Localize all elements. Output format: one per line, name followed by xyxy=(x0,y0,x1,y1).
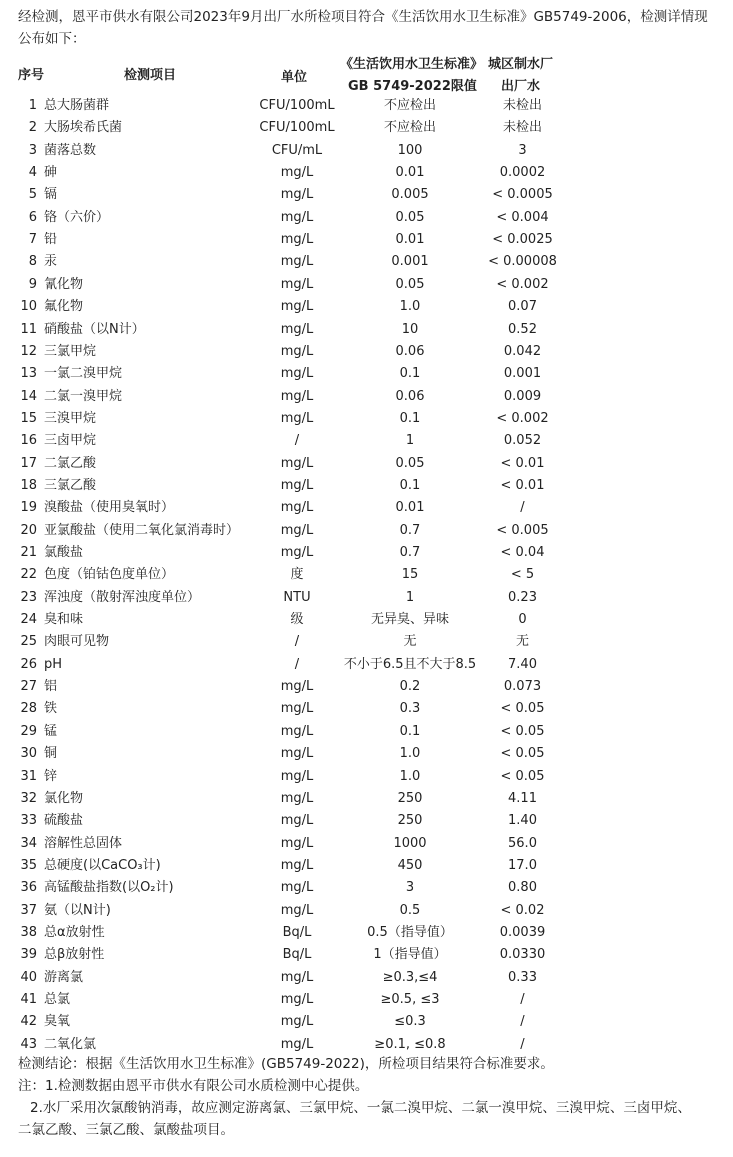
row-unit: mg/L xyxy=(280,366,314,382)
row-unit: / xyxy=(294,656,300,672)
row-result: 0.0039 xyxy=(499,924,546,940)
row-result: < 0.0025 xyxy=(492,232,553,248)
row-item-name: 菌落总数 xyxy=(44,142,97,158)
row-number: 28 xyxy=(20,701,37,717)
table-row xyxy=(0,453,733,475)
row-limit: 0.1 xyxy=(399,477,421,493)
row-number: 3 xyxy=(28,142,37,158)
row-number: 22 xyxy=(20,567,37,583)
row-item-name: 三卤甲烷 xyxy=(44,433,97,449)
row-unit: mg/L xyxy=(280,679,314,695)
table-row xyxy=(0,251,733,273)
row-item-name: 三溴甲烷 xyxy=(44,410,97,426)
table-row xyxy=(0,1011,733,1033)
row-number: 4 xyxy=(28,165,37,181)
row-unit: mg/L xyxy=(280,992,314,1007)
row-unit: mg/L xyxy=(280,299,314,315)
row-number: 13 xyxy=(20,366,37,382)
row-unit: mg/L xyxy=(280,835,314,851)
row-unit: mg/L xyxy=(280,880,314,896)
row-item-name: 总大肠菌群 xyxy=(44,98,110,113)
row-item-name: 二氧化氯 xyxy=(44,1036,97,1052)
row-result: 0.23 xyxy=(508,589,537,605)
row-result: < 0.002 xyxy=(496,276,549,292)
row-result: < 0.004 xyxy=(496,209,549,225)
row-item-name: 二氯乙酸 xyxy=(44,455,97,471)
row-number: 5 xyxy=(28,187,37,203)
row-number: 39 xyxy=(20,947,37,963)
row-number: 24 xyxy=(20,612,37,628)
row-result: < 5 xyxy=(510,567,535,583)
row-number: 6 xyxy=(28,209,37,225)
row-result: 0.07 xyxy=(508,299,537,315)
row-limit: ≥0.3,≤4 xyxy=(382,969,438,985)
row-limit: 3 xyxy=(405,880,415,896)
table-row xyxy=(0,944,733,966)
row-result: 0 xyxy=(518,612,527,628)
table-row xyxy=(0,520,733,542)
row-limit: 15 xyxy=(401,567,419,583)
row-item-name: 氯酸盐 xyxy=(44,545,84,560)
row-limit: ≥0.5, ≤3 xyxy=(380,992,440,1007)
row-limit: 无 xyxy=(403,634,417,650)
row-result: 0.33 xyxy=(508,969,537,985)
row-item-name: 亚氯酸盐（使用二氧化氯消毒时） xyxy=(44,522,240,538)
row-item-name: 锰 xyxy=(44,723,58,739)
row-item-name: 总硬度(以CaCO₃计) xyxy=(44,857,161,873)
row-item-name: 三氯乙酸 xyxy=(44,477,97,493)
table-row xyxy=(0,877,733,899)
row-number: 32 xyxy=(20,790,37,806)
table-row xyxy=(0,654,733,676)
row-number: 38 xyxy=(20,924,37,940)
row-unit: 级 xyxy=(290,612,304,628)
row-limit: 0.001 xyxy=(391,254,429,270)
row-limit: 0.005 xyxy=(391,187,429,203)
row-limit: 0.05 xyxy=(395,455,425,471)
row-number: 14 xyxy=(20,388,37,404)
row-item-name: 一氯二溴甲烷 xyxy=(44,366,123,382)
row-limit: 250 xyxy=(397,790,423,806)
row-number: 40 xyxy=(20,969,37,985)
table-row xyxy=(0,475,733,497)
row-result: 1.40 xyxy=(508,813,537,829)
row-item-name: 溶解性总固体 xyxy=(44,835,123,851)
row-number: 42 xyxy=(20,1014,37,1030)
row-unit: mg/L xyxy=(280,500,314,516)
row-item-name: 砷 xyxy=(44,165,58,181)
intro-paragraph: 经检测，恩平市供水有限公司2023年9月出厂水所检项目符合《生活饮用水卫生标准》GB5749-2006，检测详情现公布如下： xyxy=(18,9,708,47)
row-unit: mg/L xyxy=(280,321,314,337)
row-item-name: pH xyxy=(44,656,63,672)
row-result: 0.0330 xyxy=(499,947,546,963)
row-number: 7 xyxy=(28,232,37,248)
row-number: 23 xyxy=(20,589,37,605)
row-result: 未检出 xyxy=(502,120,542,136)
row-result: 0.073 xyxy=(503,679,542,695)
row-unit: mg/L xyxy=(280,701,314,717)
row-result: < 0.05 xyxy=(500,701,545,717)
row-result: < 0.05 xyxy=(500,768,545,784)
table-row xyxy=(0,587,733,609)
row-unit: 度 xyxy=(290,567,304,583)
row-number: 21 xyxy=(20,545,37,560)
row-number: 34 xyxy=(20,835,37,851)
table-row xyxy=(0,810,733,832)
row-number: 31 xyxy=(20,768,37,784)
table-row xyxy=(0,140,733,162)
row-unit: CFU/mL xyxy=(271,142,323,158)
row-limit: 0.3 xyxy=(399,701,421,717)
row-number: 10 xyxy=(20,299,37,315)
row-number: 27 xyxy=(20,679,37,695)
header-limit-line1: 《生活饮用水卫生标准》 xyxy=(340,57,484,72)
row-number: 25 xyxy=(20,634,37,650)
row-unit: mg/L xyxy=(280,522,314,538)
table-row xyxy=(0,319,733,341)
row-item-name: 氨（以N计) xyxy=(44,902,111,918)
row-result: / xyxy=(520,992,525,1007)
row-limit: 不应检出 xyxy=(383,98,436,113)
row-number: 36 xyxy=(20,880,37,896)
row-limit: 0.06 xyxy=(395,388,425,404)
row-result: 0.52 xyxy=(508,321,537,337)
row-result: 0.80 xyxy=(508,880,537,896)
row-item-name: 色度（铂钴色度单位） xyxy=(44,567,175,583)
row-limit: ≤0.3 xyxy=(394,1014,426,1030)
row-result: 0.009 xyxy=(503,388,542,404)
row-result: / xyxy=(520,1036,525,1052)
row-limit: 0.01 xyxy=(395,500,425,516)
row-item-name: 镉 xyxy=(44,187,58,203)
row-limit: 0.1 xyxy=(399,410,421,426)
table-row xyxy=(0,274,733,296)
header-limit-line2: GB 5749-2022限值 xyxy=(348,79,477,94)
row-result: < 0.01 xyxy=(500,455,545,471)
conclusion: 检测结论：根据《生活饮用水卫生标准》(GB5749-2022)，所检项目结果符合标准要求。 xyxy=(18,1056,554,1072)
table-row xyxy=(0,184,733,206)
row-limit: 0.05 xyxy=(395,276,425,292)
row-result: 0.042 xyxy=(503,343,542,359)
row-item-name: 大肠埃希氏菌 xyxy=(44,120,123,136)
row-item-name: 硝酸盐（以N计） xyxy=(44,321,145,337)
row-limit: 1（指导值） xyxy=(373,947,447,963)
row-item-name: 氯化物 xyxy=(44,790,84,806)
row-unit: mg/L xyxy=(280,768,314,784)
row-item-name: 高锰酸盐指数(以O₂计) xyxy=(44,880,174,896)
row-limit: 0.06 xyxy=(395,343,425,359)
row-unit: mg/L xyxy=(280,254,314,270)
row-item-name: 铁 xyxy=(44,701,58,717)
row-number: 17 xyxy=(20,455,37,471)
row-limit: 不小于6.5且不大于8.5 xyxy=(343,656,477,672)
row-number: 29 xyxy=(20,723,37,739)
row-result: < 0.05 xyxy=(500,723,545,739)
table-row xyxy=(0,855,733,877)
row-number: 41 xyxy=(20,992,37,1007)
row-number: 1 xyxy=(28,98,37,113)
row-unit: mg/L xyxy=(280,343,314,359)
row-result: < 0.002 xyxy=(496,410,549,426)
row-unit: mg/L xyxy=(280,1036,314,1052)
row-item-name: 臭和味 xyxy=(44,612,84,628)
row-limit: 0.01 xyxy=(395,165,425,181)
table-row xyxy=(0,363,733,385)
row-item-name: 铜 xyxy=(44,746,58,762)
table-row xyxy=(0,676,733,698)
row-unit: mg/L xyxy=(280,477,314,493)
row-result: < 0.00008 xyxy=(488,254,557,270)
header-item: 检测项目 xyxy=(124,68,177,83)
table-row xyxy=(0,833,733,855)
row-number: 12 xyxy=(20,343,37,359)
table-row xyxy=(0,497,733,519)
row-limit: 0.7 xyxy=(399,522,421,538)
header-plant-line1: 城区制水厂 xyxy=(488,57,554,72)
row-item-name: 氟化物 xyxy=(44,299,84,315)
row-limit: 1 xyxy=(405,589,415,605)
row-unit: mg/L xyxy=(280,790,314,806)
row-item-name: 铝 xyxy=(44,679,58,695)
table-row xyxy=(0,743,733,765)
row-unit: mg/L xyxy=(280,723,314,739)
row-item-name: 游离氯 xyxy=(44,969,84,985)
row-unit: mg/L xyxy=(280,388,314,404)
row-unit: mg/L xyxy=(280,187,314,203)
header-plant-line2: 出厂水 xyxy=(501,79,541,94)
row-item-name: 硫酸盐 xyxy=(44,813,84,829)
header-no: 序号 xyxy=(18,68,45,83)
row-number: 2 xyxy=(28,120,37,136)
table-row xyxy=(0,229,733,251)
row-number: 19 xyxy=(20,500,37,516)
row-item-name: 总β放射性 xyxy=(44,947,105,963)
row-unit: mg/L xyxy=(280,209,314,225)
row-item-name: 氰化物 xyxy=(44,276,84,292)
row-limit: 1.0 xyxy=(399,299,421,315)
note-2: 2.水厂采用次氯酸钠消毒，故应测定游离氯、三氯甲烷、一氯二溴甲烷、二氯一溴甲烷、三溴甲烷、三卤甲烷、 xyxy=(30,1100,691,1116)
row-limit: 1 xyxy=(405,433,415,449)
row-number: 15 xyxy=(20,410,37,426)
row-unit: mg/L xyxy=(280,746,314,762)
row-unit: NTU xyxy=(283,589,311,605)
row-limit: 不应检出 xyxy=(383,120,436,136)
table-row xyxy=(0,631,733,653)
table-row xyxy=(0,430,733,452)
row-number: 30 xyxy=(20,746,37,762)
row-result: < 0.04 xyxy=(500,545,545,560)
row-result: < 0.05 xyxy=(500,746,545,762)
row-unit: CFU/100mL xyxy=(259,98,335,113)
table-row xyxy=(0,408,733,430)
row-result: 无 xyxy=(515,634,529,650)
table-row xyxy=(0,922,733,944)
header-unit: 单位 xyxy=(281,70,308,85)
table-row xyxy=(0,900,733,922)
row-limit: 0.5（指导值） xyxy=(367,924,453,940)
row-number: 26 xyxy=(20,656,37,672)
row-item-name: 肉眼可见物 xyxy=(44,634,110,650)
row-item-name: 汞 xyxy=(44,254,58,270)
row-unit: mg/L xyxy=(280,455,314,471)
table-row xyxy=(0,967,733,989)
row-limit: 0.5 xyxy=(399,902,421,918)
row-number: 37 xyxy=(20,902,37,918)
row-result: 7.40 xyxy=(508,656,537,672)
row-unit: mg/L xyxy=(280,165,314,181)
row-item-name: 浑浊度（散射浑浊度单位） xyxy=(44,589,201,605)
row-item-name: 总氯 xyxy=(44,992,71,1007)
row-unit: mg/L xyxy=(280,1014,314,1030)
row-item-name: 溴酸盐（使用臭氧时） xyxy=(44,500,175,516)
row-result: 0.052 xyxy=(503,433,542,449)
row-limit: 0.2 xyxy=(399,679,421,695)
row-result: / xyxy=(520,1014,525,1030)
row-unit: / xyxy=(294,634,300,650)
table-row xyxy=(0,989,733,1011)
row-number: 16 xyxy=(20,433,37,449)
table-row xyxy=(0,386,733,408)
table-row xyxy=(0,542,733,564)
row-limit: 0.01 xyxy=(395,232,425,248)
row-unit: mg/L xyxy=(280,813,314,829)
row-unit: mg/L xyxy=(280,545,314,560)
row-number: 20 xyxy=(20,522,37,538)
table-row xyxy=(0,788,733,810)
row-unit: mg/L xyxy=(280,410,314,426)
table-row xyxy=(0,207,733,229)
row-limit: 0.7 xyxy=(399,545,421,560)
row-result: < 0.0005 xyxy=(492,187,553,203)
row-result: / xyxy=(520,500,525,516)
row-result: 17.0 xyxy=(508,857,537,873)
row-limit: 10 xyxy=(401,321,419,337)
row-item-name: 臭氧 xyxy=(44,1014,71,1030)
row-result: 56.0 xyxy=(508,835,537,851)
row-result: 0.001 xyxy=(503,366,542,382)
row-number: 18 xyxy=(20,477,37,493)
row-limit: 0.05 xyxy=(395,209,425,225)
row-unit: mg/L xyxy=(280,902,314,918)
row-result: 0.0002 xyxy=(499,165,546,181)
row-number: 33 xyxy=(20,813,37,829)
row-unit: Bq/L xyxy=(282,947,312,963)
row-limit: 1.0 xyxy=(399,746,421,762)
row-limit: 250 xyxy=(397,813,423,829)
row-limit: 1.0 xyxy=(399,768,421,784)
row-unit: mg/L xyxy=(280,276,314,292)
row-result: < 0.01 xyxy=(500,477,545,493)
row-result: < 0.02 xyxy=(500,902,545,918)
row-limit: 0.1 xyxy=(399,366,421,382)
table-row xyxy=(0,721,733,743)
row-limit: 无异臭、异味 xyxy=(370,612,449,628)
table-row xyxy=(0,162,733,184)
row-limit: 0.1 xyxy=(399,723,421,739)
row-item-name: 铅 xyxy=(44,232,58,248)
row-result: 未检出 xyxy=(502,98,542,113)
row-unit: / xyxy=(294,433,300,449)
row-unit: mg/L xyxy=(280,857,314,873)
note-1: 注：1.检测数据由恩平市供水有限公司水质检测中心提供。 xyxy=(18,1078,369,1094)
row-limit: 100 xyxy=(397,142,423,158)
row-number: 35 xyxy=(20,857,37,873)
table-row xyxy=(0,564,733,586)
row-unit: Bq/L xyxy=(282,924,312,940)
row-unit: CFU/100mL xyxy=(259,120,335,136)
row-limit: 1000 xyxy=(393,835,427,851)
row-item-name: 三氯甲烷 xyxy=(44,343,97,359)
row-result: 4.11 xyxy=(508,790,537,806)
row-item-name: 铬（六价） xyxy=(44,209,110,225)
row-number: 9 xyxy=(28,276,37,292)
row-limit: 450 xyxy=(397,857,423,873)
table-row xyxy=(0,698,733,720)
row-unit: mg/L xyxy=(280,232,314,248)
row-item-name: 总α放射性 xyxy=(44,924,105,940)
table-row xyxy=(0,609,733,631)
row-unit: mg/L xyxy=(280,969,314,985)
table-row xyxy=(0,341,733,363)
row-result: 3 xyxy=(518,142,527,158)
note-3: 二氯乙酸、三氯乙酸、氯酸盐项目。 xyxy=(18,1122,234,1138)
row-limit: ≥0.1, ≤0.8 xyxy=(374,1036,446,1052)
row-result: < 0.005 xyxy=(496,522,549,538)
table-row xyxy=(0,766,733,788)
table-row xyxy=(0,95,733,117)
row-item-name: 锌 xyxy=(44,768,58,784)
row-number: 8 xyxy=(28,254,37,270)
row-item-name: 二氯一溴甲烷 xyxy=(44,388,123,404)
row-number: 11 xyxy=(20,321,37,337)
table-row xyxy=(0,296,733,318)
row-number: 43 xyxy=(20,1036,37,1052)
table-row xyxy=(0,117,733,139)
